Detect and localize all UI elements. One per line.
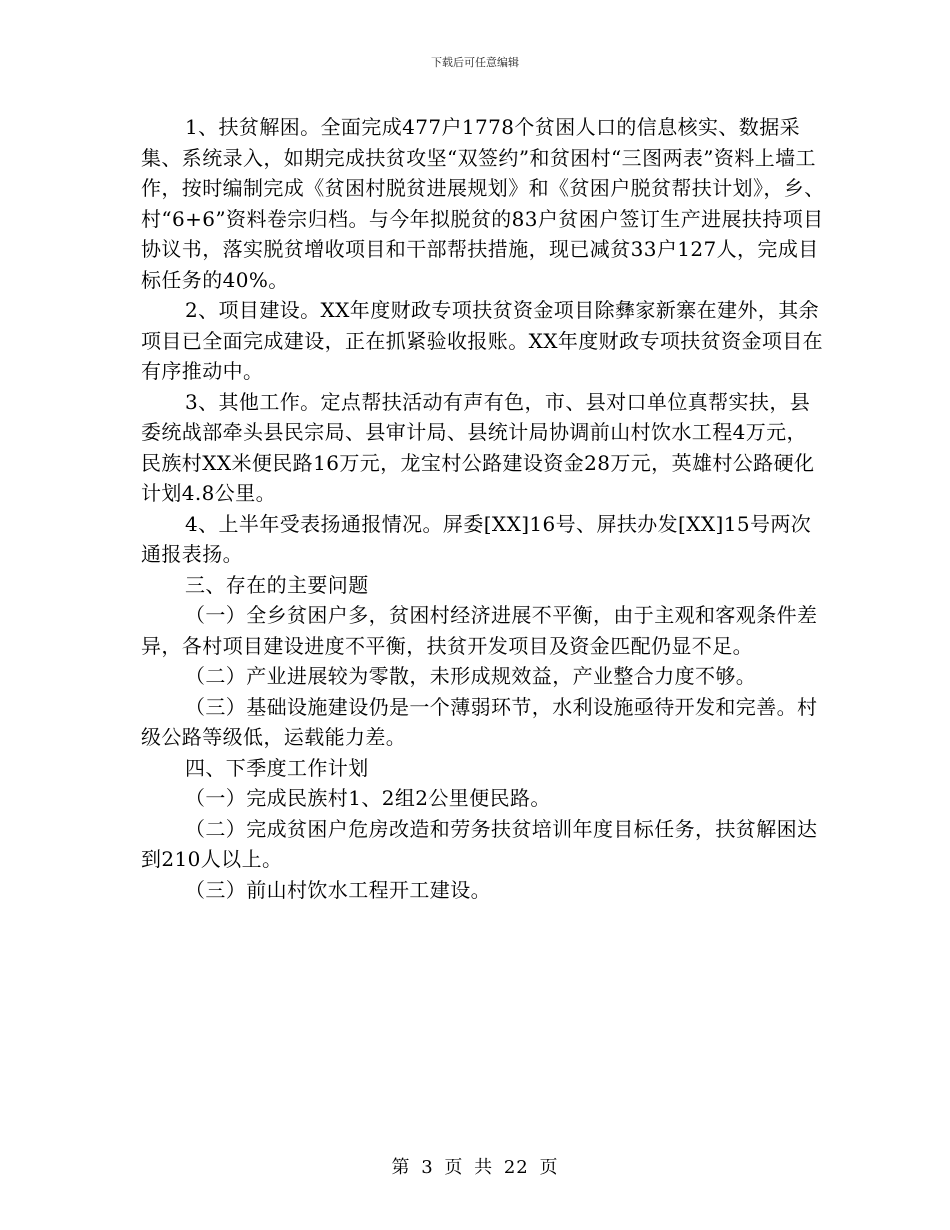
paragraph-plan-3: （三）前山村饮水工程开工建设。 (185, 877, 491, 902)
page-footer: 第 3 页 共 22 页 (391, 1157, 559, 1178)
paragraph-problem-3: （三）基础设施建设仍是一个薄弱环节，水利设施亟待开发和完善。村级公路等级低，运载能力差。 (141, 694, 818, 749)
paragraph-other-work: 3、其他工作。定点帮扶活动有声有色，市、县对口单位真帮实扶，县委统战部牵头县民宗局、县审计局、县统计局协调前山村饮水工程4万元，民族村XX米便民路16万元，龙宝村公路建设资金28万元，英雄村公路硬化计划4.8公里。 (141, 389, 815, 505)
section-heading-problems: 三、存在的主要问题 (185, 572, 369, 597)
paragraph-project-construction: 2、项目建设。XX年度财政专项扶贫资金项目除彝家新寨在建外，其余项目已全面完成建设，正在抓紧验收报账。XX年度财政专项扶贫资金项目在有序推动中。 (141, 298, 824, 383)
paragraph-problem-1: （一）全乡贫困户多，贫困村经济进展不平衡，由于主观和客观条件差异，各村项目建设进度不平衡，扶贫开发项目及资金匹配仍显不足。 (141, 603, 818, 658)
paragraph-plan-2: （二）完成贫困户危房改造和劳务扶贫培训年度目标任务，扶贫解困达到210人以上。 (141, 816, 818, 871)
paragraph-poverty-relief: 1、扶贫解困。全面完成477户1778个贫困人口的信息核实、数据采集、系统录入，如期完成扶贫攻坚“双签约”和贫困村“三图两表”资料上墙工作，按时编制完成《贫困村脱贫进展规划》和《贫困户脱贫帮扶计划》，乡、村“6+6”资料卷宗归档。与今年拟脱贫的83户贫困户签订生产进展扶持项目协议书，落实脱贫增收项目和干部帮扶措施，现已减贫33户127人，完成目标任务的40%。 (141, 115, 825, 292)
page-header: 下载后可任意编辑 (431, 56, 519, 69)
paragraph-commendations: 4、上半年受表扬通报情况。屏委[XX]16号、屏扶办发[XX]15号两次通报表扬。 (141, 511, 812, 566)
document-body (141, 112, 826, 905)
section-heading-plan: 四、下季度工作计划 (185, 755, 369, 780)
paragraph-problem-2: （二）产业进展较为零散，未形成规效益，产业整合力度不够。 (185, 664, 757, 688)
paragraph-plan-1: （一）完成民族村1、2组2公里便民路。 (185, 786, 551, 810)
